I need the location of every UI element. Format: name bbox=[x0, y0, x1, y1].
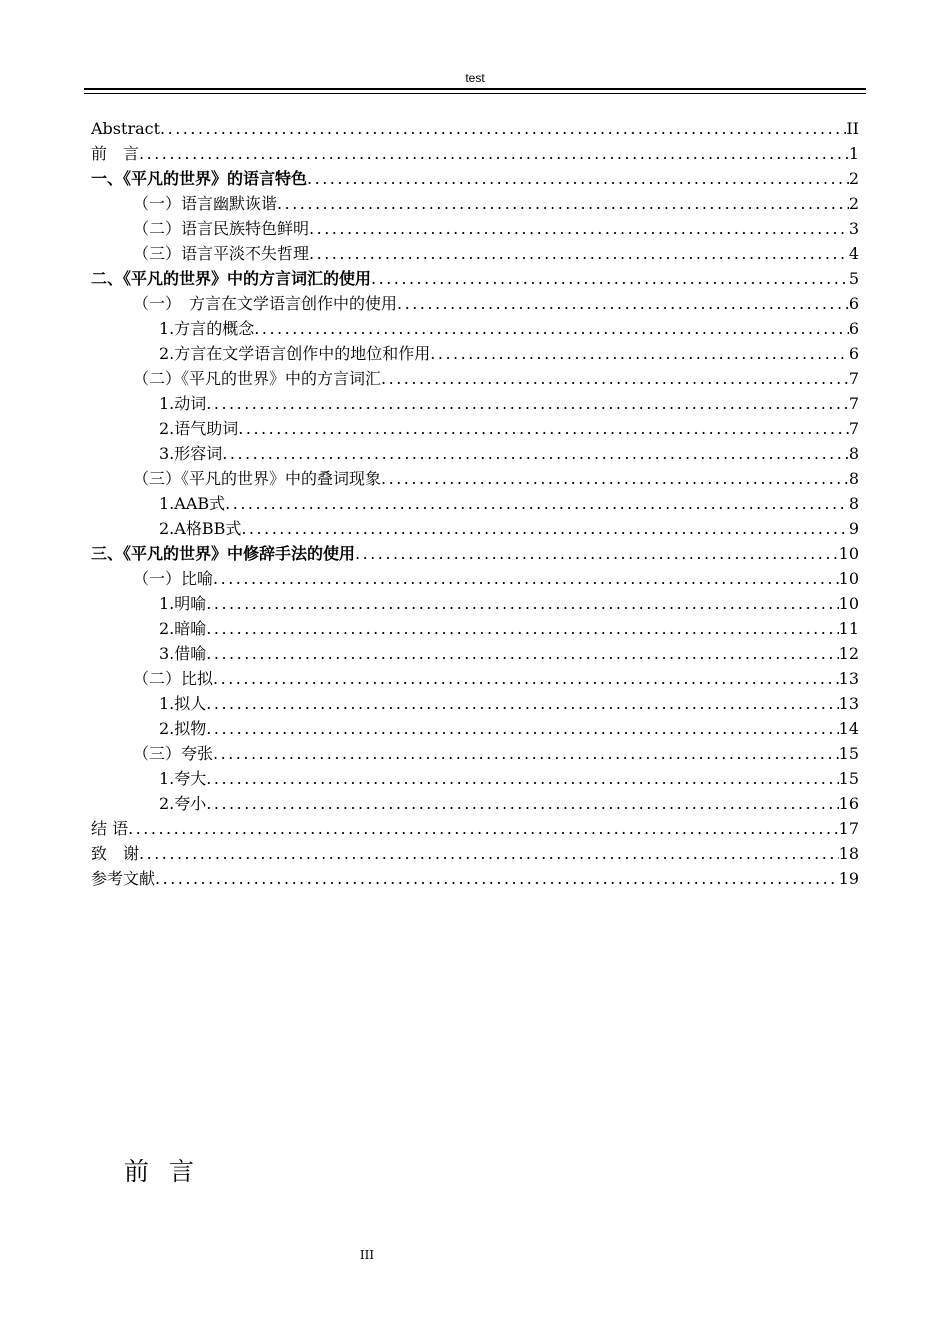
toc-entry[interactable] bbox=[91, 641, 859, 666]
toc-entry[interactable] bbox=[91, 616, 859, 641]
toc-dot-leader bbox=[371, 266, 849, 291]
toc-entry-page: 14 bbox=[838, 719, 859, 738]
toc-entry[interactable] bbox=[91, 666, 859, 691]
toc-entry-page: 2 bbox=[848, 194, 859, 213]
toc-entry-label: （三）语言平淡不失哲理 bbox=[133, 244, 310, 263]
toc-dot-leader bbox=[355, 541, 839, 566]
toc-dot-leader bbox=[206, 591, 838, 616]
toc-entry-page: 10 bbox=[838, 569, 859, 588]
toc-entry-page: 10 bbox=[838, 594, 859, 613]
toc-entry-page: 15 bbox=[838, 769, 859, 788]
toc-dot-leader bbox=[309, 216, 849, 241]
toc-dot-leader bbox=[128, 816, 839, 841]
toc-entry-page: 10 bbox=[838, 544, 859, 563]
toc-dot-leader bbox=[206, 766, 838, 791]
toc-entry-label: 结 语 bbox=[91, 819, 129, 838]
toc-entry-page: 1 bbox=[848, 144, 859, 163]
toc-entry-label: 3.借喻 bbox=[159, 644, 207, 663]
toc-entry[interactable] bbox=[91, 166, 859, 191]
toc-entry-page: 8 bbox=[848, 469, 859, 488]
toc-entry-label: （一） 方言在文学语言创作中的使用 bbox=[133, 294, 398, 313]
toc-entry-page: 7 bbox=[848, 394, 859, 413]
toc-entry-label: （三）夸张 bbox=[133, 744, 214, 763]
toc-entry[interactable] bbox=[91, 691, 859, 716]
toc-entry-label: 前 言 bbox=[91, 144, 140, 163]
toc-entry[interactable] bbox=[91, 441, 859, 466]
toc-entry[interactable] bbox=[91, 866, 859, 891]
toc-entry-label: Abstract bbox=[91, 119, 161, 138]
toc-entry[interactable] bbox=[91, 316, 859, 341]
toc-entry-label: 1.动词 bbox=[159, 394, 207, 413]
toc-entry[interactable] bbox=[91, 466, 859, 491]
toc-dot-leader bbox=[139, 141, 849, 166]
toc-entry-label: 1.方言的概念 bbox=[159, 319, 255, 338]
toc-dot-leader bbox=[307, 166, 849, 191]
toc-entry-label: 2.方言在文学语言创作中的地位和作用 bbox=[159, 344, 431, 363]
toc-entry-label: （一）语言幽默诙谐 bbox=[133, 194, 278, 213]
toc-entry-page: 5 bbox=[848, 269, 859, 288]
toc-entry-label: 致 谢 bbox=[91, 844, 140, 863]
toc-dot-leader bbox=[213, 566, 839, 591]
toc-entry-label: （一）比喻 bbox=[133, 569, 214, 588]
toc-dot-leader bbox=[206, 691, 838, 716]
toc-entry[interactable] bbox=[91, 791, 859, 816]
toc-dot-leader bbox=[222, 441, 849, 466]
toc-dot-leader bbox=[254, 316, 849, 341]
toc-entry-label: 参考文献 bbox=[91, 869, 156, 888]
toc-entry[interactable] bbox=[91, 841, 859, 866]
toc-entry-page: 8 bbox=[848, 494, 859, 513]
toc-entry-page: 7 bbox=[848, 419, 859, 438]
toc-entry-page: 12 bbox=[838, 644, 859, 663]
toc-dot-leader bbox=[430, 341, 849, 366]
toc-entry-label: 2.暗喻 bbox=[159, 619, 207, 638]
toc-entry[interactable] bbox=[91, 366, 859, 391]
footer-page-number: III bbox=[359, 1248, 375, 1262]
toc-entry-label: 3.形容词 bbox=[159, 444, 223, 463]
toc-entry[interactable] bbox=[91, 716, 859, 741]
toc-entry-page: 3 bbox=[848, 219, 859, 238]
toc-entry-page: 16 bbox=[838, 794, 859, 813]
toc-dot-leader bbox=[277, 191, 849, 216]
toc-entry-page: 7 bbox=[848, 369, 859, 388]
toc-entry[interactable] bbox=[91, 291, 859, 316]
toc-dot-leader bbox=[213, 741, 839, 766]
toc-entry[interactable] bbox=[91, 416, 859, 441]
toc-entry[interactable] bbox=[91, 591, 859, 616]
toc-entry[interactable] bbox=[91, 766, 859, 791]
toc-entry-label: 2.夸小 bbox=[159, 794, 207, 813]
toc-dot-leader bbox=[139, 841, 839, 866]
toc-entry-label: 2.A格BB式 bbox=[159, 519, 242, 538]
toc-entry[interactable] bbox=[91, 491, 859, 516]
toc-entry-label: 一、《平凡的世界》的语言特色 bbox=[91, 169, 308, 188]
toc-entry-label: 1.拟人 bbox=[159, 694, 207, 713]
toc-entry[interactable] bbox=[91, 216, 859, 241]
page-header-text: test bbox=[465, 71, 485, 85]
toc-entry-page: 4 bbox=[848, 244, 859, 263]
toc-entry-page: 8 bbox=[848, 444, 859, 463]
toc-dot-leader bbox=[397, 291, 849, 316]
toc-dot-leader bbox=[160, 116, 846, 141]
toc-entry-page: 6 bbox=[848, 319, 859, 338]
header-rule-thick bbox=[84, 88, 866, 90]
toc-entry-label: 2.拟物 bbox=[159, 719, 207, 738]
toc-entry-label: 三、《平凡的世界》中修辞手法的使用 bbox=[91, 544, 356, 563]
toc-dot-leader bbox=[206, 616, 838, 641]
toc-entry-page: 13 bbox=[838, 669, 859, 688]
toc-entry-page: II bbox=[846, 119, 859, 138]
toc-entry-page: 6 bbox=[848, 294, 859, 313]
section-heading: 前言 bbox=[124, 1157, 215, 1186]
toc-entry-page: 13 bbox=[838, 694, 859, 713]
toc-entry-label: 二、《平凡的世界》中的方言词汇的使用 bbox=[91, 269, 372, 288]
toc-entry[interactable] bbox=[91, 741, 859, 766]
toc-entry-label: 2.语气助词 bbox=[159, 419, 239, 438]
toc-entry[interactable] bbox=[91, 341, 859, 366]
toc-entry-label: 1.AAB式 bbox=[159, 494, 226, 513]
toc-entry-label: 1.夸大 bbox=[159, 769, 207, 788]
toc-entry[interactable] bbox=[91, 141, 859, 166]
toc-entry[interactable] bbox=[91, 566, 859, 591]
toc-dot-leader bbox=[238, 416, 849, 441]
header-rule-thin bbox=[84, 93, 866, 94]
toc-entry[interactable] bbox=[91, 266, 859, 291]
toc-entry[interactable] bbox=[91, 541, 859, 566]
toc-entry-page: 17 bbox=[838, 819, 859, 838]
toc-entry[interactable] bbox=[91, 816, 859, 841]
toc-entry[interactable] bbox=[91, 391, 859, 416]
toc-dot-leader bbox=[309, 241, 849, 266]
toc-entry-page: 6 bbox=[848, 344, 859, 363]
toc-entry-label: （二）《平凡的世界》中的方言词汇 bbox=[133, 369, 382, 388]
toc-entry-page: 18 bbox=[838, 844, 859, 863]
toc-dot-leader bbox=[206, 791, 838, 816]
toc-entry-label: （二）比拟 bbox=[133, 669, 214, 688]
toc-dot-leader bbox=[206, 391, 849, 416]
toc-entry-label: （二）语言民族特色鲜明 bbox=[133, 219, 310, 238]
toc-dot-leader bbox=[225, 491, 849, 516]
toc-entry-page: 11 bbox=[838, 619, 859, 638]
table-of-contents bbox=[91, 116, 859, 891]
toc-entry[interactable] bbox=[91, 116, 859, 141]
toc-dot-leader bbox=[155, 866, 839, 891]
toc-entry-label: （三）《平凡的世界》中的叠词现象 bbox=[133, 469, 382, 488]
toc-entry[interactable] bbox=[91, 191, 859, 216]
toc-dot-leader bbox=[213, 666, 839, 691]
toc-entry[interactable] bbox=[91, 516, 859, 541]
toc-dot-leader bbox=[381, 366, 849, 391]
toc-entry-page: 2 bbox=[848, 169, 859, 188]
toc-entry-page: 19 bbox=[838, 869, 859, 888]
toc-entry-page: 9 bbox=[848, 519, 859, 538]
toc-entry-label: 1.明喻 bbox=[159, 594, 207, 613]
toc-entry[interactable] bbox=[91, 241, 859, 266]
toc-entry-page: 15 bbox=[838, 744, 859, 763]
toc-dot-leader bbox=[381, 466, 849, 491]
toc-dot-leader bbox=[206, 641, 838, 666]
toc-dot-leader bbox=[241, 516, 848, 541]
toc-dot-leader bbox=[206, 716, 838, 741]
